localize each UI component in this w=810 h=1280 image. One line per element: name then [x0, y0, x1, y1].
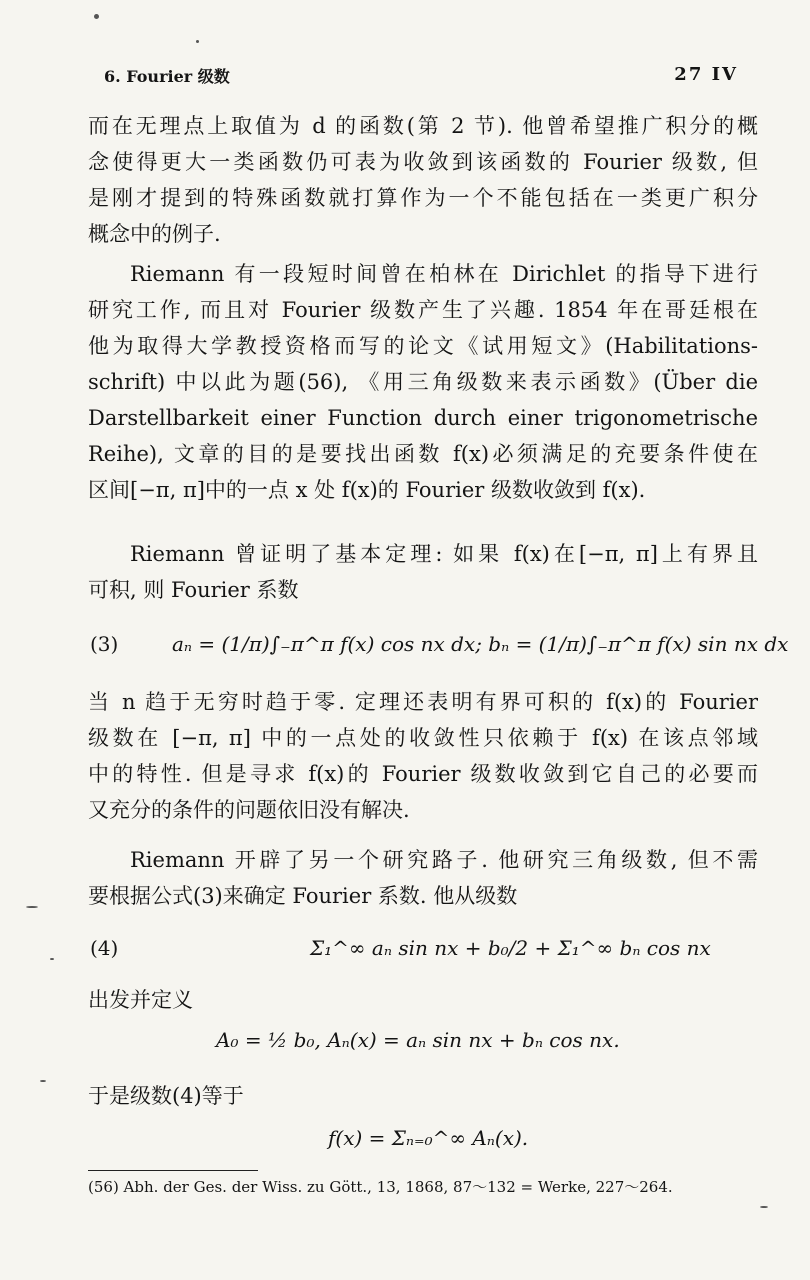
equation-5	[88, 1018, 758, 1068]
text-line: Riemann 曾证明了基本定理: 如果 f(x)在[−π, π]上有界且	[130, 542, 758, 566]
equation-4	[88, 926, 758, 976]
scan-speck	[760, 1206, 768, 1208]
scan-speck	[94, 14, 99, 19]
paragraph-6	[88, 982, 758, 1018]
text-line: 概念中的例子.	[88, 222, 221, 246]
equation-3	[88, 622, 789, 672]
text-line: 级数在 [−π, π] 中的一点处的收敛性只依赖于 f(x) 在该点邻域	[88, 726, 758, 750]
text-line: 于是级数(4)等于	[88, 1084, 244, 1108]
text-line: Riemann 有一段短时间曾在柏林在 Dirichlet 的指导下进行	[130, 262, 758, 286]
text-line: 而在无理点上取值为 d 的函数(第 2 节). 他曾希望推广积分的概	[88, 114, 758, 138]
equation-formula: Σ₁^∞ aₙ sin nx + b₀/2 + Σ₁^∞ bₙ cos nx	[310, 936, 711, 960]
paragraph-4	[88, 684, 758, 828]
paragraph-2	[88, 256, 758, 508]
equation-formula: f(x) = Σₙ₌₀^∞ Aₙ(x).	[328, 1126, 529, 1150]
equation-formula: aₙ = (1/π)∫₋π^π f(x) cos nx dx; bₙ = (1/π)∫₋π^π f(x) sin nx dx	[172, 632, 789, 656]
text-line: 是刚才提到的特殊函数就打算作为一个不能包括在一类更广积分	[88, 186, 758, 210]
page-number: 27 IV	[674, 64, 738, 85]
text-line: 中的特性. 但是寻求 f(x)的 Fourier 级数收敛到它自己的必要而	[88, 762, 758, 786]
scan-speck	[196, 40, 199, 43]
text-line: 念使得更大一类函数仍可表为收敛到该函数的 Fourier 级数, 但	[88, 150, 758, 174]
equation-formula: A₀ = ½ b₀, Aₙ(x) = aₙ sin nx + bₙ cos nx.	[216, 1028, 620, 1052]
text-line: Reihe), 文章的目的是要找出函数 f(x)必须满足的充要条件使在	[88, 442, 758, 466]
paragraph-3	[88, 536, 758, 608]
text-line: 当 n 趋于无穷时趋于零. 定理还表明有界可积的 f(x)的 Fourier	[88, 690, 758, 714]
section-title: 6. Fourier 级数	[104, 67, 230, 86]
text-line: 研究工作, 而且对 Fourier 级数产生了兴趣. 1854 年在哥廷根在	[88, 298, 758, 322]
text-line: schrift) 中以此为题(56), 《用三角级数来表示函数》(Über die	[88, 370, 758, 394]
scan-speck	[40, 1080, 46, 1082]
paragraph-7	[88, 1078, 758, 1114]
running-header	[104, 64, 738, 88]
equation-number: (3)	[90, 632, 119, 656]
text-line: 又充分的条件的问题依旧没有解决.	[88, 798, 410, 822]
paragraph-1	[88, 108, 758, 252]
text-line: 他为取得大学教授资格而写的论文《试用短文》(Habilitations-	[88, 334, 758, 358]
text-line: 要根据公式(3)来确定 Fourier 系数. 他从级数	[88, 884, 518, 908]
text-line: 区间[−π, π]中的一点 x 处 f(x)的 Fourier 级数收敛到 f(x).	[88, 478, 646, 502]
paragraph-5	[88, 842, 758, 914]
scan-speck	[26, 906, 38, 908]
scan-speck	[50, 958, 54, 960]
footnote: (56) Abh. der Ges. der Wiss. zu Gött., 13, 1868, 87～132 = Werke, 227～264.	[88, 1178, 673, 1196]
text-line: 出发并定义	[88, 988, 193, 1012]
equation-6	[88, 1116, 758, 1166]
footnote-rule	[88, 1170, 258, 1171]
text-line: Darstellbarkeit einer Function durch einer trigonometrische	[88, 406, 758, 430]
text-line: 可积, 则 Fourier 系数	[88, 578, 299, 602]
text-line: Riemann 开辟了另一个研究路子. 他研究三角级数, 但不需	[130, 848, 758, 872]
equation-number: (4)	[90, 936, 119, 960]
